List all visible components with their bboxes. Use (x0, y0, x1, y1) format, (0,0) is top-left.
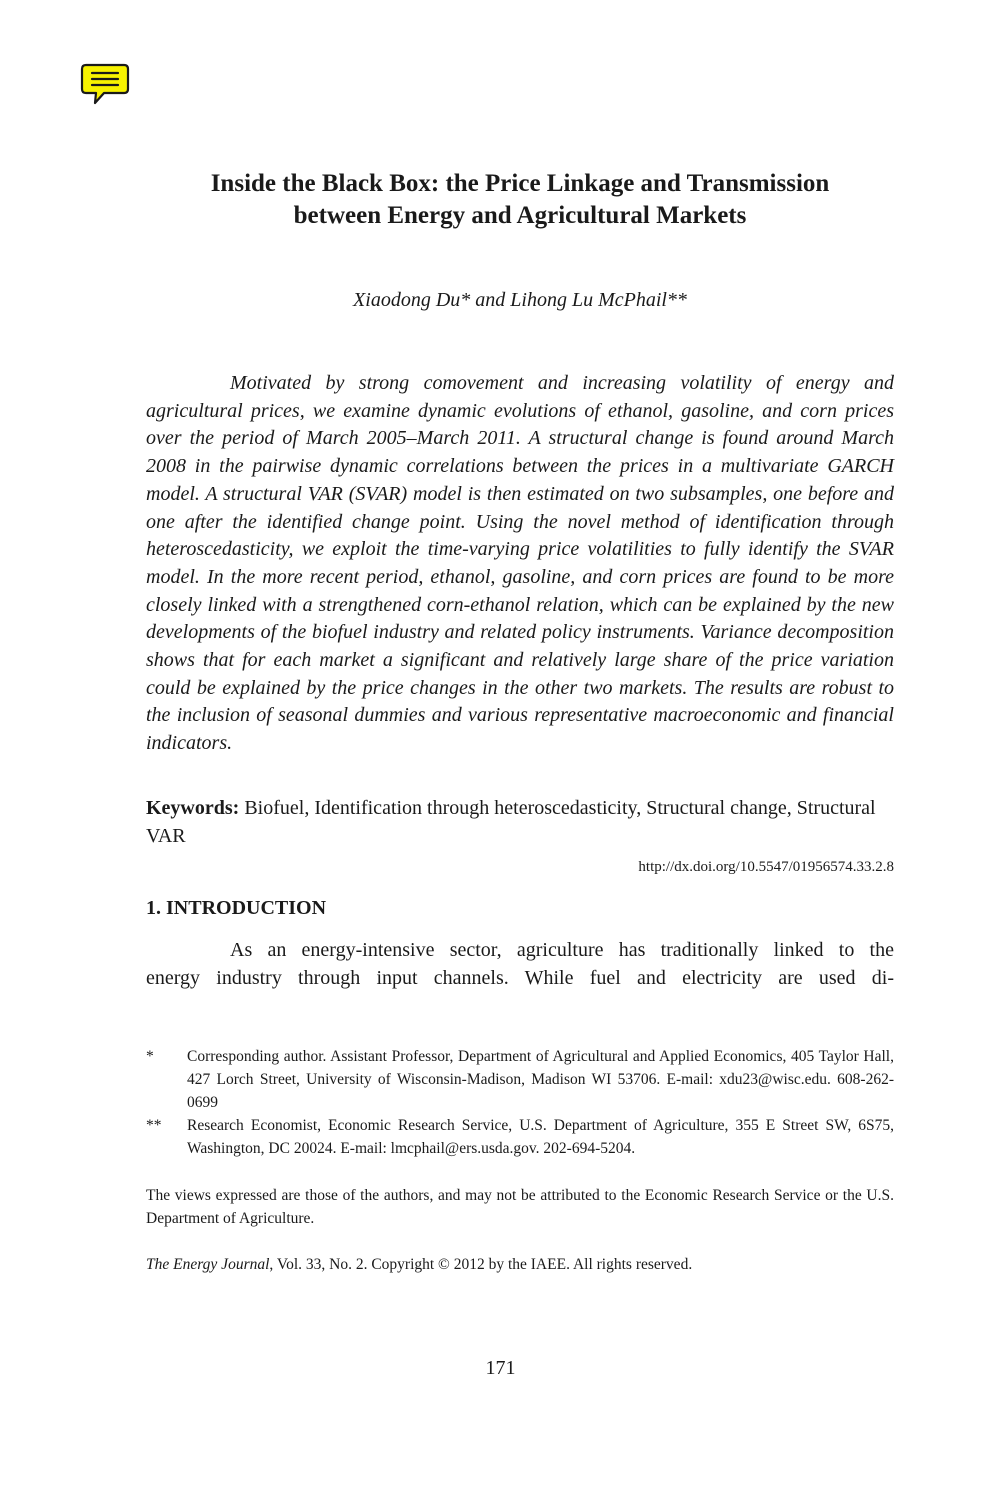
doi-link[interactable]: http://dx.doi.org/10.5547/01956574.33.2.8 (638, 859, 894, 875)
paper-title-line-1: Inside the Black Box: the Price Linkage and Transmission (210, 170, 830, 197)
copyright-text: , Vol. 33, No. 2. Copyright © 2012 by the IAEE. All rights reserved. (269, 1256, 693, 1273)
section-heading-introduction: 1. INTRODUCTION (146, 897, 327, 919)
footnote-text: Research Economist, Economic Research Service, U.S. Department of Agriculture, 355 E Street SW, 6S75, Washington, DC 20024. E-mail: lmcphail@ers.usda.gov. 202-694-5204. (187, 1117, 894, 1157)
copyright-line (146, 1253, 894, 1276)
abstract: Motivated by strong comovement and increasing volatility of energy and agricultural prices, we examine dynamic evolutions of ethanol, gasoline, and corn prices over the period of March 2005–March 2011. A structural change is found around March 2008 in the pairwise dynamic correlations between the prices in a multivariate GARCH model. A structural VAR (SVAR) model is then estimated on two subsamples, one before and one after the identified change point. Using the novel method of identification through heteroscedasticity, we exploit the time-varying price volatilities to fully identify the SVAR model. In the more recent period, ethanol, gasoline, and corn prices are found to be more closely linked with a strengthened corn-ethanol relation, which can be explained by the new developments of the biofuel industry and related policy instruments. Variance decomposition shows that for each market a significant and relatively large share of the price variation could be explained by the price changes in the other two markets. The results are robust to the inclusion of seasonal dummies and various representative macroeconomic and financial indicators. (146, 372, 894, 755)
page-number: 171 (485, 1357, 516, 1379)
introduction-line-2: energy industry through input channels. While fuel and electricity are used di- (146, 967, 894, 989)
journal-name: The Energy Journal (146, 1256, 270, 1273)
paper-title-line-2: between Energy and Agricultural Markets (293, 202, 747, 229)
footnote-text: Corresponding author. Assistant Professor, Department of Agricultural and Applied Economics, 405 Taylor Hall, 427 Lorch Street, University of Wisconsin-Madison, Madison WI 53706. E-mail: xdu23@wisc.edu. 608-262-0699 (187, 1048, 894, 1111)
sticky-note-comment-icon[interactable] (80, 62, 130, 106)
introduction-paragraph (146, 936, 894, 992)
keywords-label: Keywords: (146, 797, 240, 819)
footnote (146, 1045, 894, 1114)
keywords-text: Biofuel, Identification through heteroscedasticity, Structural change, Structural VAR (146, 797, 876, 847)
footnote-mark: ** (146, 1117, 162, 1134)
author-list: Xiaodong Du* and Lihong Lu McPhail** (353, 289, 687, 311)
footnote-mark: * (146, 1048, 154, 1065)
introduction-line-1: As an energy-intensive sector, agriculture has traditionally linked to the (230, 939, 894, 961)
keywords (146, 794, 894, 850)
disclaimer: The views expressed are those of the authors, and may not be attributed to the Economic Research Service or the U.S. Department of Agriculture. (146, 1187, 894, 1227)
footnotes (146, 1045, 894, 1160)
footnote (146, 1114, 894, 1160)
paper-title (145, 168, 895, 232)
